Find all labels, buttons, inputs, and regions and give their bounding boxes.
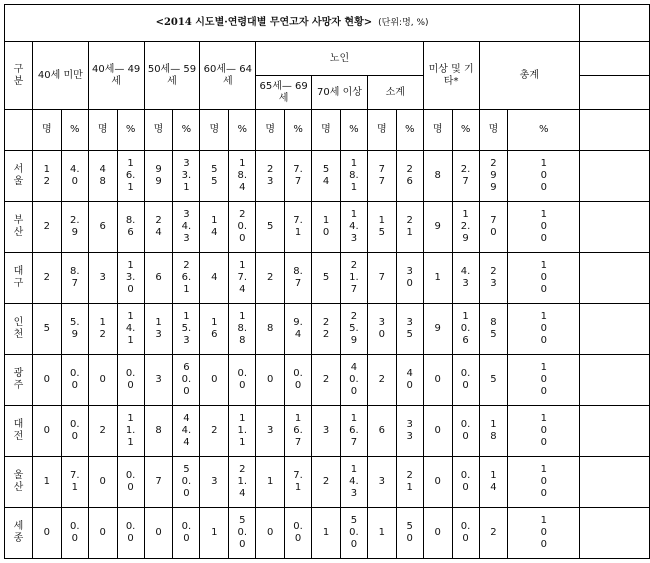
table-cell: 16.7 bbox=[340, 406, 367, 457]
table-cell: 14 bbox=[200, 202, 229, 253]
table-cell: 0.0 bbox=[452, 457, 479, 508]
table-cell: 9.4 bbox=[285, 304, 312, 355]
table-cell: 100 bbox=[508, 151, 580, 202]
table-cell: 35 bbox=[396, 304, 423, 355]
table-cell: 2 bbox=[32, 253, 61, 304]
table-cell: 99 bbox=[144, 151, 173, 202]
blank-cell bbox=[580, 508, 650, 559]
count-label: 명 bbox=[32, 110, 61, 151]
table-cell: 2 bbox=[479, 508, 508, 559]
table-cell: 9 bbox=[423, 202, 452, 253]
table-cell: 7.1 bbox=[61, 457, 88, 508]
table-cell: 13.0 bbox=[117, 253, 144, 304]
table-cell: 21.7 bbox=[340, 253, 367, 304]
elderly-sub-header: 70세 이상 bbox=[312, 76, 368, 110]
table-row bbox=[5, 457, 650, 508]
table-row bbox=[5, 406, 650, 457]
table-row bbox=[5, 355, 650, 406]
table-cell: 50.0 bbox=[173, 457, 200, 508]
table-cell: 70 bbox=[479, 202, 508, 253]
table-cell: 33.1 bbox=[173, 151, 200, 202]
table-cell: 18.8 bbox=[229, 304, 256, 355]
table-cell: 14 bbox=[479, 457, 508, 508]
table-cell: 21 bbox=[396, 457, 423, 508]
table-cell: 26.1 bbox=[173, 253, 200, 304]
table-cell: 2.7 bbox=[452, 151, 479, 202]
table-cell: 16 bbox=[200, 304, 229, 355]
table-cell: 23 bbox=[256, 151, 285, 202]
table-cell: 5 bbox=[312, 253, 341, 304]
table-cell: 21 bbox=[396, 202, 423, 253]
table-cell: 8 bbox=[423, 151, 452, 202]
table-cell: 25.9 bbox=[340, 304, 367, 355]
table-cell: 2 bbox=[88, 406, 117, 457]
count-label: 명 bbox=[367, 110, 396, 151]
table-cell: 50.0 bbox=[229, 508, 256, 559]
table-cell: 100 bbox=[508, 508, 580, 559]
table-cell: 13 bbox=[144, 304, 173, 355]
table-cell: 18.4 bbox=[229, 151, 256, 202]
table-cell: 0 bbox=[32, 508, 61, 559]
table-row bbox=[5, 151, 650, 202]
table-cell: 0 bbox=[423, 457, 452, 508]
table-cell: 0 bbox=[32, 406, 61, 457]
table-cell: 8 bbox=[144, 406, 173, 457]
table-cell: 50.0 bbox=[340, 508, 367, 559]
table-cell: 7 bbox=[144, 457, 173, 508]
table-cell: 0.0 bbox=[61, 406, 88, 457]
unit-label: (단위:명, %) bbox=[378, 18, 429, 28]
blank-cell bbox=[580, 304, 650, 355]
region-label: 대구 bbox=[5, 253, 33, 304]
region-header: 구분 bbox=[5, 42, 33, 110]
group-header: 40세 미만 bbox=[32, 42, 88, 110]
table-cell: 14.3 bbox=[340, 457, 367, 508]
table-cell: 100 bbox=[508, 304, 580, 355]
table-cell: 5 bbox=[32, 304, 61, 355]
table-cell: 100 bbox=[508, 406, 580, 457]
table-cell: 0.0 bbox=[173, 508, 200, 559]
table-cell: 50 bbox=[396, 508, 423, 559]
table-cell: 18.1 bbox=[340, 151, 367, 202]
table-cell: 2 bbox=[367, 355, 396, 406]
table-cell: 12.9 bbox=[452, 202, 479, 253]
table-cell: 1 bbox=[312, 508, 341, 559]
table-cell: 1 bbox=[32, 457, 61, 508]
table-cell: 6 bbox=[88, 202, 117, 253]
unit-row bbox=[5, 110, 650, 151]
table-cell: 44.4 bbox=[173, 406, 200, 457]
table-cell: 100 bbox=[508, 457, 580, 508]
table-cell: 0.0 bbox=[452, 508, 479, 559]
table-cell: 1 bbox=[200, 508, 229, 559]
stats-table bbox=[4, 4, 650, 559]
table-cell: 14.3 bbox=[340, 202, 367, 253]
table-cell: 12 bbox=[88, 304, 117, 355]
table-cell: 4.0 bbox=[61, 151, 88, 202]
table-cell: 15.3 bbox=[173, 304, 200, 355]
table-cell: 7.7 bbox=[285, 151, 312, 202]
region-label: 광주 bbox=[5, 355, 33, 406]
table-cell: 7.1 bbox=[285, 457, 312, 508]
table-cell: 77 bbox=[367, 151, 396, 202]
table-cell: 2 bbox=[200, 406, 229, 457]
table-cell: 55 bbox=[200, 151, 229, 202]
pct-label: % bbox=[117, 110, 144, 151]
other-header: 미상 및 기 타* bbox=[423, 42, 479, 110]
region-label: 세종 bbox=[5, 508, 33, 559]
table-cell: 33 bbox=[396, 406, 423, 457]
blank-cell bbox=[580, 355, 650, 406]
table-cell: 30 bbox=[396, 253, 423, 304]
table-cell: 0.0 bbox=[452, 406, 479, 457]
table-cell: 48 bbox=[88, 151, 117, 202]
table-row bbox=[5, 304, 650, 355]
count-label: 명 bbox=[423, 110, 452, 151]
table-cell: 5 bbox=[256, 202, 285, 253]
count-label: 명 bbox=[88, 110, 117, 151]
count-label: 명 bbox=[144, 110, 173, 151]
count-label: 명 bbox=[200, 110, 229, 151]
table-cell: 4 bbox=[200, 253, 229, 304]
pct-label: % bbox=[452, 110, 479, 151]
table-cell: 0 bbox=[423, 508, 452, 559]
group-header: 50세— 59세 bbox=[144, 42, 200, 110]
table-cell: 6 bbox=[144, 253, 173, 304]
table-cell: 54 bbox=[312, 151, 341, 202]
blank-cell bbox=[580, 42, 650, 76]
table-cell: 60.0 bbox=[173, 355, 200, 406]
table-cell: 3 bbox=[200, 457, 229, 508]
table-cell: 0.0 bbox=[61, 508, 88, 559]
table-cell: 26 bbox=[396, 151, 423, 202]
table-cell: 8.7 bbox=[285, 253, 312, 304]
table-cell: 0.0 bbox=[285, 508, 312, 559]
region-label: 인천 bbox=[5, 304, 33, 355]
table-cell: 0.0 bbox=[285, 355, 312, 406]
pct-label: % bbox=[285, 110, 312, 151]
table-cell: 0.0 bbox=[117, 355, 144, 406]
table-cell: 3 bbox=[312, 406, 341, 457]
table-cell: 8.6 bbox=[117, 202, 144, 253]
table-cell: 0 bbox=[200, 355, 229, 406]
blank-cell bbox=[5, 110, 33, 151]
table-cell: 18 bbox=[479, 406, 508, 457]
blank-cell bbox=[580, 202, 650, 253]
table-cell: 24 bbox=[144, 202, 173, 253]
region-label: 서울 bbox=[5, 151, 33, 202]
table-cell: 3 bbox=[367, 457, 396, 508]
table-cell: 2 bbox=[312, 355, 341, 406]
table-cell: 34.3 bbox=[173, 202, 200, 253]
blank-cell bbox=[580, 151, 650, 202]
table-cell: 1 bbox=[256, 457, 285, 508]
count-label: 명 bbox=[312, 110, 341, 151]
table-cell: 3 bbox=[144, 355, 173, 406]
blank-cell bbox=[580, 253, 650, 304]
table-title: <2014 시도별·연령대별 무연고자 사망자 현황> bbox=[155, 17, 373, 28]
table-row bbox=[5, 253, 650, 304]
table-cell: 2 bbox=[256, 253, 285, 304]
table-cell: 0 bbox=[88, 508, 117, 559]
table-title-cell bbox=[5, 5, 580, 42]
table-cell: 0 bbox=[256, 508, 285, 559]
pct-label: % bbox=[508, 110, 580, 151]
table-cell: 0.0 bbox=[61, 355, 88, 406]
table-cell: 0 bbox=[88, 355, 117, 406]
table-cell: 21.4 bbox=[229, 457, 256, 508]
elderly-sub-header: 65세— 69세 bbox=[256, 76, 312, 110]
table-cell: 7.1 bbox=[285, 202, 312, 253]
table-cell: 2 bbox=[32, 202, 61, 253]
table-cell: 10.6 bbox=[452, 304, 479, 355]
total-header: 총계 bbox=[479, 42, 580, 110]
group-header: 60세— 64세 bbox=[200, 42, 256, 110]
table-cell: 0.0 bbox=[229, 355, 256, 406]
table-cell: 0 bbox=[423, 406, 452, 457]
table-cell: 12 bbox=[32, 151, 61, 202]
table-cell: 0 bbox=[144, 508, 173, 559]
table-cell: 6 bbox=[367, 406, 396, 457]
pct-label: % bbox=[173, 110, 200, 151]
table-cell: 10 bbox=[312, 202, 341, 253]
table-cell: 8 bbox=[256, 304, 285, 355]
pct-label: % bbox=[396, 110, 423, 151]
pct-label: % bbox=[61, 110, 88, 151]
table-cell: 0.0 bbox=[117, 508, 144, 559]
table-cell: 40 bbox=[396, 355, 423, 406]
table-cell: 23 bbox=[479, 253, 508, 304]
table-cell: 30 bbox=[367, 304, 396, 355]
table-cell: 100 bbox=[508, 355, 580, 406]
table-cell: 0 bbox=[256, 355, 285, 406]
blank-cell bbox=[580, 110, 650, 151]
table-cell: 5 bbox=[479, 355, 508, 406]
table-cell: 4.3 bbox=[452, 253, 479, 304]
table-cell: 15 bbox=[367, 202, 396, 253]
table-cell: 0 bbox=[32, 355, 61, 406]
table-cell: 17.4 bbox=[229, 253, 256, 304]
blank-cell bbox=[580, 406, 650, 457]
count-label: 명 bbox=[479, 110, 508, 151]
table-cell: 100 bbox=[508, 202, 580, 253]
table-row bbox=[5, 202, 650, 253]
table-cell: 8.7 bbox=[61, 253, 88, 304]
table-cell: 22 bbox=[312, 304, 341, 355]
group-header: 40세— 49세 bbox=[88, 42, 144, 110]
table-cell: 16.7 bbox=[285, 406, 312, 457]
table-cell: 0.0 bbox=[117, 457, 144, 508]
table-cell: 2.9 bbox=[61, 202, 88, 253]
table-cell: 2 bbox=[312, 457, 341, 508]
region-label: 대전 bbox=[5, 406, 33, 457]
region-label: 부산 bbox=[5, 202, 33, 253]
table-cell: 5.9 bbox=[61, 304, 88, 355]
table-cell: 100 bbox=[508, 253, 580, 304]
table-row bbox=[5, 508, 650, 559]
pct-label: % bbox=[340, 110, 367, 151]
elderly-header: 노인 bbox=[256, 42, 423, 76]
table-cell: 3 bbox=[88, 253, 117, 304]
pct-label: % bbox=[229, 110, 256, 151]
blank-cell bbox=[580, 76, 650, 110]
table-cell: 299 bbox=[479, 151, 508, 202]
table-cell: 14.1 bbox=[117, 304, 144, 355]
table-cell: 7 bbox=[367, 253, 396, 304]
blank-cell bbox=[580, 457, 650, 508]
blank-cell bbox=[580, 5, 650, 42]
table-cell: 16.1 bbox=[117, 151, 144, 202]
table-cell: 20.0 bbox=[229, 202, 256, 253]
table-cell: 9 bbox=[423, 304, 452, 355]
table-cell: 1 bbox=[367, 508, 396, 559]
count-label: 명 bbox=[256, 110, 285, 151]
table-cell: 0 bbox=[88, 457, 117, 508]
table-cell: 11.1 bbox=[117, 406, 144, 457]
table-cell: 11.1 bbox=[229, 406, 256, 457]
table-cell: 85 bbox=[479, 304, 508, 355]
region-label: 울산 bbox=[5, 457, 33, 508]
table-cell: 0 bbox=[423, 355, 452, 406]
elderly-sub-header: 소계 bbox=[367, 76, 423, 110]
table-cell: 40.0 bbox=[340, 355, 367, 406]
table-cell: 0.0 bbox=[452, 355, 479, 406]
table-cell: 1 bbox=[423, 253, 452, 304]
table-cell: 3 bbox=[256, 406, 285, 457]
